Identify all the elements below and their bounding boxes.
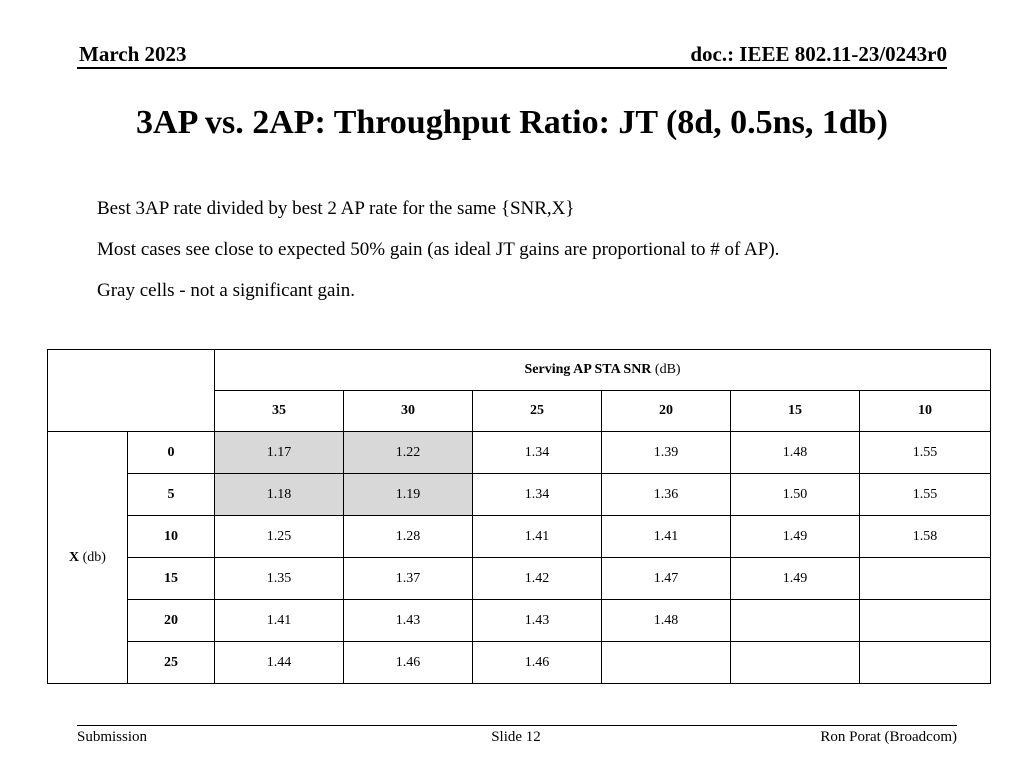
row-header-x: 25 <box>128 642 215 684</box>
table-cell: 1.47 <box>602 558 731 600</box>
table-cell: 1.55 <box>860 474 991 516</box>
row-group-unit: (db) <box>79 549 106 565</box>
row-header-x: 0 <box>128 432 215 474</box>
table-cell: 1.41 <box>215 600 344 642</box>
table-row <box>48 474 991 516</box>
table-cell: 1.43 <box>473 600 602 642</box>
column-header-snr: 35 <box>215 391 344 432</box>
table-cell: 1.49 <box>731 558 860 600</box>
table-cell <box>860 600 991 642</box>
table-cell: 1.25 <box>215 516 344 558</box>
table-cell <box>860 558 991 600</box>
body-line-2: Most cases see close to expected 50% gain (as ideal JT gains are proportional to # of AP). <box>97 239 780 260</box>
table-cell: 1.22 <box>344 432 473 474</box>
table-cell: 1.36 <box>602 474 731 516</box>
table-cell: 1.34 <box>473 432 602 474</box>
table-cell: 1.19 <box>344 474 473 516</box>
footer-slide-number: Slide 12 <box>491 729 541 745</box>
table-cell: 1.17 <box>215 432 344 474</box>
row-header-x: 20 <box>128 600 215 642</box>
table-row <box>48 558 991 600</box>
column-group-unit: (dB) <box>651 362 681 377</box>
column-group-header <box>215 350 991 391</box>
table-cell: 1.44 <box>215 642 344 684</box>
header-doc-id: doc.: IEEE 802.11-23/0243r0 <box>690 42 947 66</box>
table-cell: 1.50 <box>731 474 860 516</box>
table-cell: 1.48 <box>731 432 860 474</box>
table-row <box>48 432 991 474</box>
table-row <box>48 642 991 684</box>
table-cell: 1.18 <box>215 474 344 516</box>
row-group-label: X <box>69 549 80 565</box>
table-row <box>48 600 991 642</box>
column-header-snr: 30 <box>344 391 473 432</box>
body-line-3: Gray cells - not a significant gain. <box>97 280 356 301</box>
row-group-header <box>48 432 128 684</box>
row-header-x: 10 <box>128 516 215 558</box>
table-cell <box>602 642 731 684</box>
table-cell: 1.46 <box>344 642 473 684</box>
column-header-snr: 25 <box>473 391 602 432</box>
table-row <box>48 516 991 558</box>
table-cell: 1.28 <box>344 516 473 558</box>
row-header-x: 5 <box>128 474 215 516</box>
slide-title: 3AP vs. 2AP: Throughput Ratio: JT (8d, 0.5ns, 1db) <box>136 104 888 141</box>
table-cell: 1.39 <box>602 432 731 474</box>
column-group-label: Serving AP STA SNR <box>524 362 652 377</box>
table-cell: 1.35 <box>215 558 344 600</box>
table-cell: 1.42 <box>473 558 602 600</box>
body-line-1: Best 3AP rate divided by best 2 AP rate for the same {SNR,X} <box>97 198 575 219</box>
table-cell <box>731 642 860 684</box>
header-date: March 2023 <box>79 42 187 66</box>
column-header-snr: 15 <box>731 391 860 432</box>
footer-divider <box>77 725 957 726</box>
footer-author: Ron Porat (Broadcom) <box>820 729 957 745</box>
table-cell <box>860 642 991 684</box>
table-cell: 1.41 <box>473 516 602 558</box>
table-cell <box>731 600 860 642</box>
table-cell: 1.55 <box>860 432 991 474</box>
footer-submission: Submission <box>77 729 148 745</box>
throughput-ratio-table <box>47 349 991 684</box>
table-cell: 1.43 <box>344 600 473 642</box>
table-cell: 1.58 <box>860 516 991 558</box>
table-corner-cell <box>48 350 215 432</box>
table-cell: 1.41 <box>602 516 731 558</box>
table-cell: 1.46 <box>473 642 602 684</box>
table-cell: 1.37 <box>344 558 473 600</box>
column-header-snr: 20 <box>602 391 731 432</box>
header-divider <box>77 67 947 69</box>
table-cell: 1.48 <box>602 600 731 642</box>
table-cell: 1.49 <box>731 516 860 558</box>
row-header-x: 15 <box>128 558 215 600</box>
table-cell: 1.34 <box>473 474 602 516</box>
column-header-snr: 10 <box>860 391 991 432</box>
